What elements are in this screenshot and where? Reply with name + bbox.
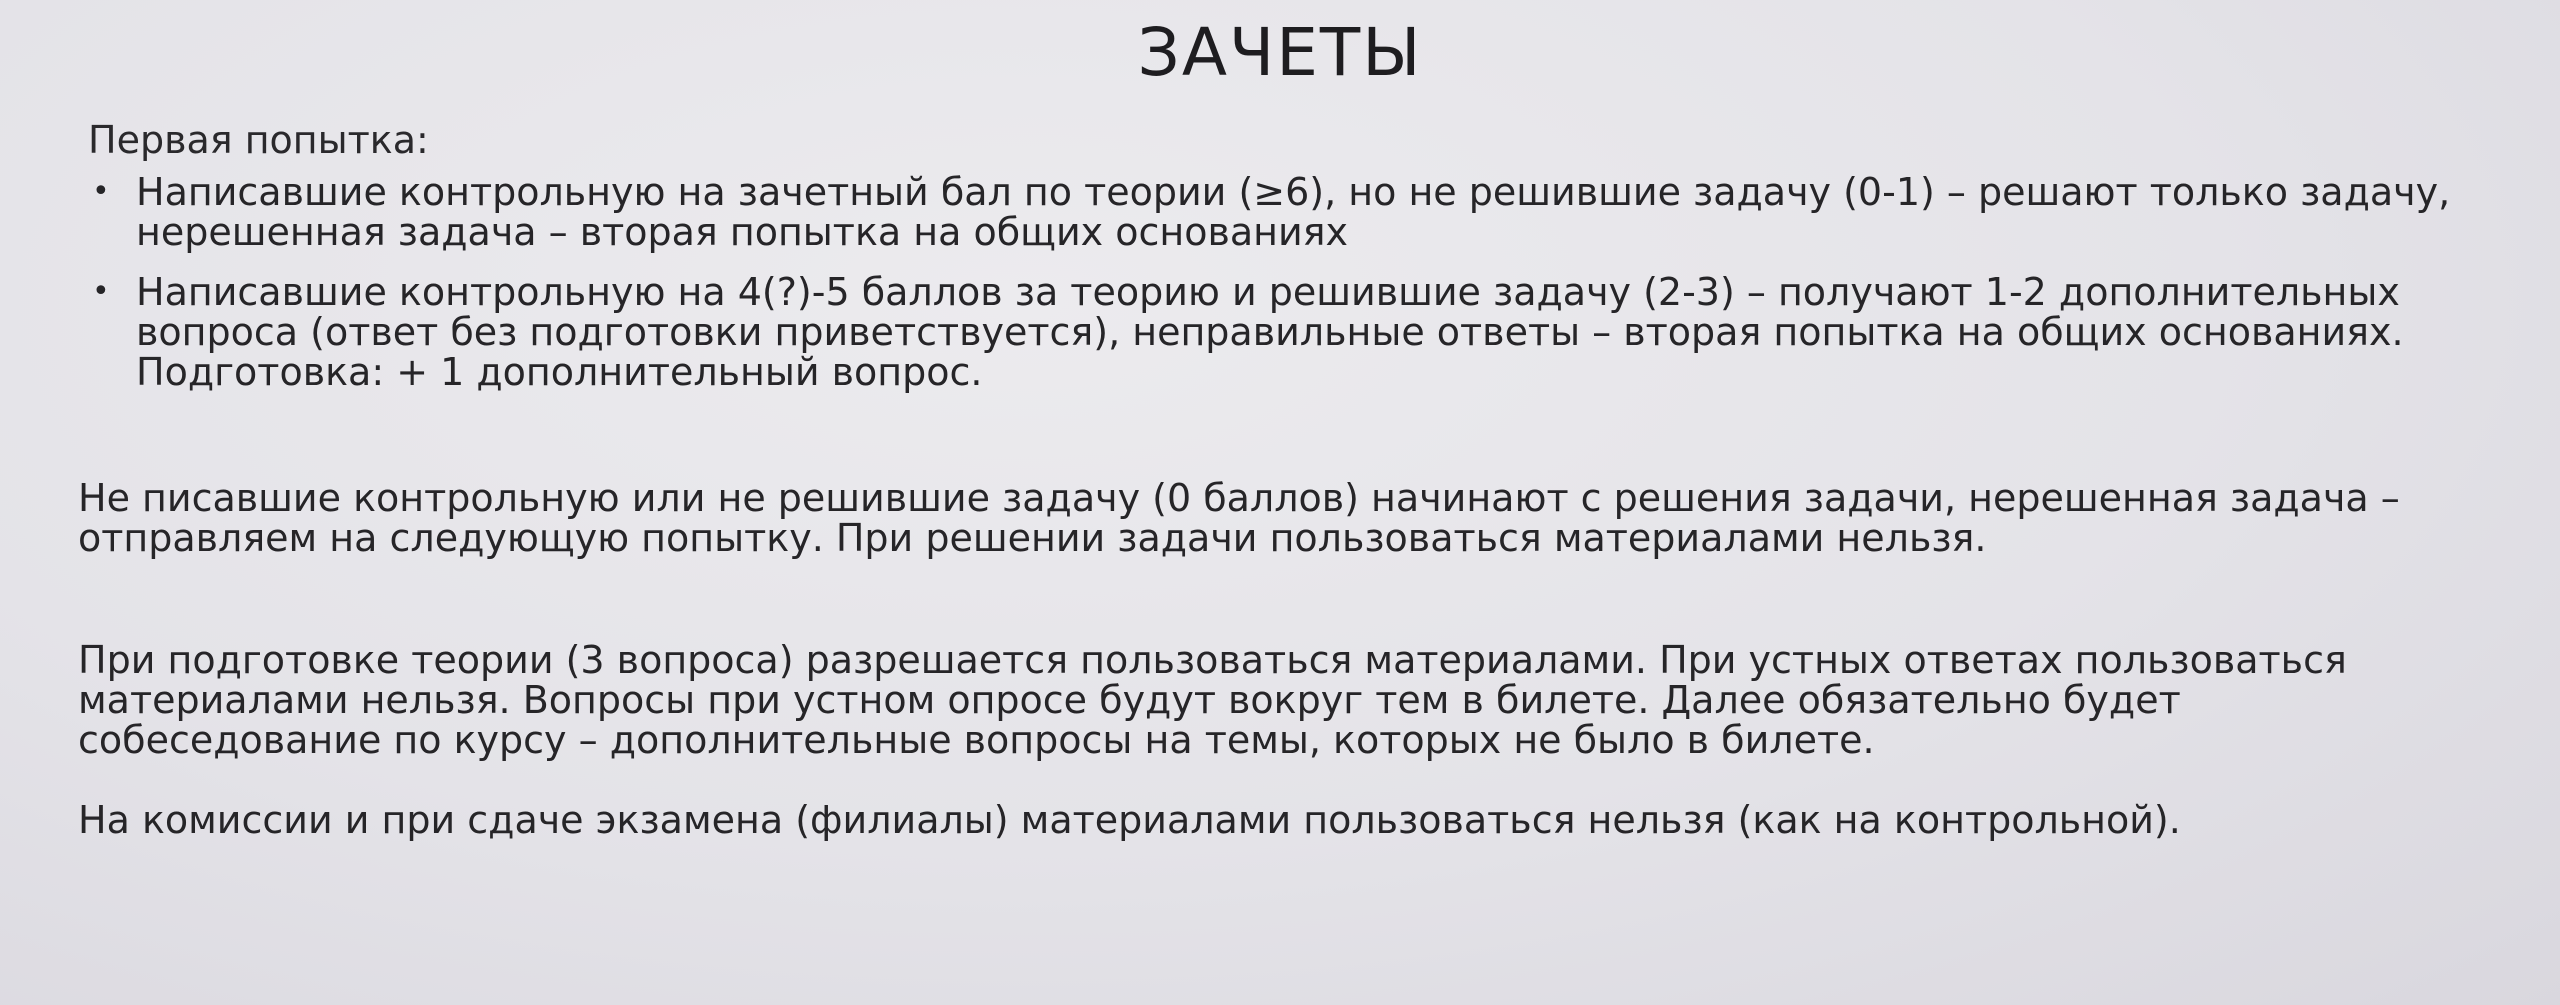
first-attempt-bullets: [88, 172, 2468, 412]
bullet-dot-icon: •: [92, 174, 110, 209]
paragraph-commission: На комиссии и при сдаче экзамена (филиалы) материалами пользоваться нельзя (как на контрольной).: [78, 798, 2181, 842]
bullet-text: Написавшие контрольную на зачетный бал по теории (≥6), но не решившие задачу (0-1) – решают только задачу, нерешенная задача – вторая попытка на общих основаниях: [136, 170, 2451, 254]
bullet-item: [88, 272, 2466, 392]
slide-title: ЗАЧЕТЫ: [1137, 14, 1423, 91]
bullet-item: [88, 172, 2466, 252]
bullet-dot-icon: •: [92, 274, 110, 309]
paragraph-no-test: Не писавшие контрольную или не решившие задачу (0 баллов) начинают с решения задачи, нерешенная задача – отправляем на следующую попытку. При решении задачи пользоваться материалами нельзя.: [78, 476, 2400, 560]
bullet-text: Написавшие контрольную на 4(?)-5 баллов за теорию и решившие задачу (2-3) – получают 1-2 дополнительных вопроса (ответ без подготовки приветствуется), неправильные ответы – вторая попытка на общих основаниях. Подготовка: + 1 дополнительный вопрос.: [136, 270, 2404, 394]
first-attempt-heading: Первая попытка:: [88, 118, 429, 162]
paragraph-theory-preparation: При подготовке теории (3 вопроса) разрешается пользоваться материалами. При устных ответах пользоваться материалами нельзя. Вопросы при устном опросе будут вокруг тем в билете. Далее обязательно будет собеседование по курсу – дополнительные вопросы на темы, которых не было в билете.: [78, 638, 2347, 762]
